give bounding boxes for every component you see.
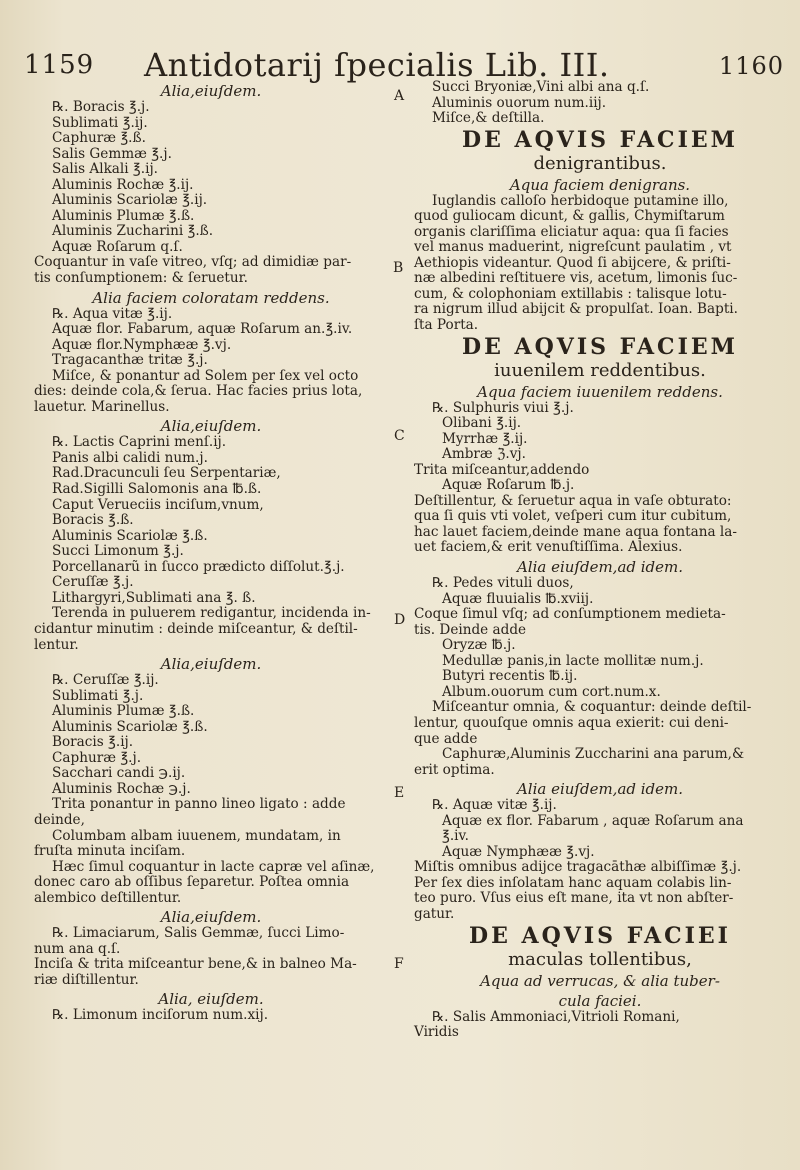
ingredient-line: Ceruſſæ ℥.j. — [52, 574, 134, 591]
section-heading: DE AQVIS FACIEM — [462, 126, 738, 153]
recipe-heading: Alia, eiuſdem. — [158, 990, 264, 1009]
ingredient-line: Salis Alkali ℥.ij. — [52, 161, 158, 178]
left-column — [34, 80, 388, 1024]
ingredient-line: Aluminis Scariolæ ℥.ß. — [52, 718, 208, 735]
section-marker: E — [394, 785, 405, 801]
ingredient-line: Medullæ panis,in lacte mollitæ num.j. — [442, 652, 704, 669]
ingredient-line: Oryzæ ℔.j. — [442, 637, 516, 654]
body-line: lentur. — [34, 636, 79, 653]
body-line: tis conſumptionem: & ſeruetur. — [34, 270, 248, 287]
ingredient-line: Butyri recentis ℔.ij. — [442, 668, 578, 685]
ingredient-line: ℞. Sulphuris viui ℥.j. — [432, 399, 574, 416]
body-line: cidantur minutim : deinde miſceantur, & deſtil- — [34, 620, 358, 637]
body-line: erit optima. — [414, 761, 495, 778]
ingredient-line: ℞. Limonum inciſorum num.xij. — [52, 1007, 269, 1024]
ingredient-line: Miſceantur omnia, & coquantur: deinde deſtil- — [432, 699, 752, 716]
body-line: alembico deſtillentur. — [34, 889, 182, 906]
ingredient-line: Terenda in puluerem redigantur, incidenda in- — [52, 605, 371, 622]
recipe-heading: Aqua faciem denigrans. — [509, 175, 691, 194]
ingredient-line: Sublimati ℥.ij. — [52, 114, 148, 131]
ingredient-line: Caput Verueciis inciſum,vnum, — [52, 496, 264, 513]
ingredient-line: Rad.Dracunculi ſeu Serpentariæ, — [52, 465, 281, 482]
ingredient-line: Miſce,& deſtilla. — [432, 110, 545, 127]
ingredient-line: ℞. Salis Ammoniaci,Vitrioli Romani, — [432, 1008, 680, 1025]
ingredient-line: ℞. Lactis Caprini menſ.ij. — [52, 434, 227, 451]
body-line: ra nigrum illud abijcit & propulſat. Ioan. Bapti. — [414, 301, 738, 318]
ingredient-line: ℥.iv. — [442, 828, 469, 845]
body-line: uet faciem,& erit venuſtiſſima. Alexius. — [414, 539, 683, 556]
section-marker: B — [393, 260, 404, 276]
ingredient-line: Olibani ℥.ij. — [442, 415, 522, 432]
ingredient-line: Aquæ Nymphææ ℥.vj. — [442, 843, 595, 860]
ingredient-line: Succi Limonum ℥.j. — [52, 543, 184, 560]
section-marker: F — [394, 956, 404, 972]
ingredient-line: Aquæ ex flor. Fabarum , aquæ Roſarum ana — [442, 812, 744, 829]
ingredient-line: Miſce, & ponantur ad Solem per ſex vel octo — [52, 367, 359, 384]
body-line: teo puro. Vſus eius eſt mane, ita vt non abſter- — [414, 890, 734, 907]
ingredient-line: Aquæ Roſarum ℔.j. — [442, 477, 575, 494]
ingredient-line: Succi Bryoniæ,Vini albi ana q.ſ. — [432, 79, 650, 95]
body-line: hac lauet faciem,deinde mane aqua fontana la- — [414, 523, 737, 540]
body-line: lentur, quouſque omnis aqua exierit: cui deni- — [414, 714, 729, 731]
ingredient-line: Rad.Sigilli Salomonis ana ℔.ß. — [52, 481, 262, 498]
body-line: deinde, — [34, 811, 85, 828]
ingredient-line: Porcellanarũ in ſucco prædicto diſſolut.℥.j. — [52, 558, 345, 575]
ingredient-line: Salis Gemmæ ℥.j. — [52, 145, 172, 162]
recipe-heading: Alia,eiuſdem. — [160, 655, 262, 674]
ingredient-line: Album.ouorum cum cort.num.x. — [442, 683, 661, 700]
section-marker: A — [394, 88, 405, 104]
section-subheading: iuuenilem reddentibus. — [494, 359, 706, 381]
body-line: Aethiopis videantur. Quod ſi abijcere, & priſti- — [414, 254, 731, 271]
body-line: cum, & colophoniam extillabis : talisque lotu- — [414, 285, 727, 302]
right-column — [414, 80, 786, 1041]
ingredient-line: Aquæ fluuialis ℔.xviij. — [442, 590, 594, 607]
ingredient-line: Boracis ℥.ij. — [52, 734, 134, 751]
body-line: riæ diſtillentur. — [34, 971, 139, 988]
section-heading: DE AQVIS FACIEM — [462, 333, 738, 360]
recipe-heading: Alia,eiuſdem. — [160, 82, 262, 100]
ingredient-line: Hæc ſimul coquantur in lacte capræ vel aſinæ, — [52, 858, 375, 875]
body-line: lauetur. Marinellus. — [34, 398, 170, 415]
body-line: gatur. — [414, 905, 455, 922]
body-line: Per ſex dies inſolatam hanc aquam colabis lin- — [414, 874, 732, 891]
ingredient-line: Ambræ ℨ.vj. — [442, 446, 526, 463]
ingredient-line: ℞. Aquæ vitæ ℥.ij. — [432, 797, 557, 814]
ingredient-line: Aluminis Plumæ ℥.ß. — [52, 703, 195, 720]
section-subheading: maculas tollentibus, — [508, 948, 692, 970]
ingredient-line: Boracis ℥.ß. — [52, 512, 134, 529]
ingredient-line: ℞. Aqua vitæ ℥.ij. — [52, 305, 173, 322]
body-line: Inciſa & trita miſceantur bene,& in balneo Ma- — [34, 956, 357, 973]
body-line: Miſtis omnibus adijce tragacāthæ albiſſimæ ℥.j. — [414, 859, 742, 876]
recipe-heading: Alia eiuſdem,ad idem. — [516, 780, 684, 799]
page-number-right: 1160 — [718, 52, 784, 80]
body-line: organis clariſſima eliciatur aqua: qua ſi facies — [414, 223, 729, 240]
ingredient-line: ℞. Pedes vituli duos, — [432, 575, 574, 592]
ingredient-line: Aquæ Roſarum q.ſ. — [52, 238, 183, 255]
ingredient-line: Trita ponantur in panno lineo ligato : adde — [52, 796, 346, 813]
page-number-left: 1159 — [24, 50, 95, 80]
ingredient-line: Tragacanthæ tritæ ℥.j. — [52, 352, 208, 369]
section-subheading: denigrantibus. — [533, 152, 667, 174]
recipe-heading: Alia,eiuſdem. — [160, 417, 262, 436]
ingredient-line: Lithargyri,Sublimati ana ℥. ß. — [52, 589, 256, 606]
ingredient-line: Myrrhæ ℥.ij. — [442, 430, 528, 447]
recipe-heading: Alia,eiuſdem. — [160, 908, 262, 927]
body-line: dies: deinde cola,& ſerua. Hac facies prius lota, — [34, 383, 363, 400]
body-line: num ana q.ſ. — [34, 940, 121, 957]
ingredient-line: ℞. Boracis ℥.j. — [52, 99, 150, 115]
recipe-heading: Alia faciem coloratam reddens. — [92, 288, 330, 307]
ingredient-line: ℞. Ceruſſæ ℥.ij. — [52, 672, 159, 689]
ingredient-line: Caphuræ,Aluminis Zuccharini ana parum,& — [442, 746, 745, 763]
ingredient-line: Sacchari candi ℈.ij. — [52, 765, 186, 782]
ingredient-line: Aluminis Plumæ ℥.ß. — [52, 207, 195, 224]
recipe-heading: Alia eiuſdem,ad idem. — [516, 558, 684, 577]
body-line: qua ſi quis vti volet, veſperi cum itur cubitum, — [414, 508, 732, 525]
body-line: donec caro ab oſſibus ſeparetur. Poſtea omnia — [34, 874, 350, 891]
ingredient-line: Aluminis Rochæ ℥.ij. — [52, 176, 194, 193]
recipe-heading: cula faciei. — [558, 991, 642, 1010]
ingredient-line: Aquæ flor. Fabarum, aquæ Roſarum an.℥.iv. — [52, 321, 353, 338]
ingredient-line: Caphuræ ℥.j. — [52, 749, 142, 766]
section-marker: C — [394, 428, 405, 444]
running-title: Antidotarij ſpecialis Lib. III. — [144, 46, 610, 84]
ingredient-line: ℞. Limaciarum, Salis Gemmæ, ſucci Limo- — [52, 925, 345, 942]
body-line: Coquantur in vaſe vitreo, vſq; ad dimidiæ par- — [34, 254, 352, 271]
body-line: Trita miſceantur,addendo — [414, 461, 590, 478]
body-line: quod guliocam dicunt, & gallis, Chymiſtarum — [414, 208, 725, 225]
body-line: tis. Deinde adde — [414, 621, 527, 638]
body-line: Deſtillentur, & ſeruetur aqua in vaſe obturato: — [414, 492, 732, 509]
section-marker: D — [394, 612, 406, 628]
ingredient-line: Columbam albam iuuenem, mundatam, in — [52, 827, 341, 844]
body-line: Viridis — [414, 1024, 459, 1041]
ingredient-line: Aluminis Zucharini ℥.ß. — [52, 223, 214, 240]
body-line: Coque ſimul vſq; ad conſumptionem medieta- — [414, 606, 726, 623]
body-line: ſta Porta. — [414, 317, 479, 334]
ingredient-line: Aluminis Scariolæ ℥.ß. — [52, 527, 208, 544]
ingredient-line: Aluminis ouorum num.iij. — [432, 94, 607, 111]
recipe-heading: Aqua faciem iuuenilem reddens. — [477, 382, 723, 401]
recipe-heading: Aqua ad verrucas, & alia tuber- — [480, 971, 720, 990]
ingredient-line: Aluminis Scariolæ ℥.ij. — [52, 192, 208, 209]
ingredient-line: Iuglandis calloſo herbidoque putamine illo, — [432, 192, 729, 209]
ingredient-line: Panis albi calidi num.j. — [52, 449, 208, 466]
ingredient-line: Aquæ flor.Nymphææ ℥.vj. — [52, 336, 232, 353]
page-header — [24, 44, 784, 84]
body-line: fruſta minuta inciſam. — [34, 843, 186, 860]
ingredient-line: Caphuræ ℥.ß. — [52, 130, 146, 147]
section-heading: DE AQVIS FACIEI — [469, 922, 731, 949]
body-line: que adde — [414, 730, 478, 747]
body-line: vel manus maduerint, nigreſcunt paulatim , vt — [414, 239, 732, 256]
body-line: næ albedini reſtituere vis, acetum, limonis ſuc- — [414, 270, 738, 287]
ingredient-line: Sublimati ℥.j. — [52, 687, 144, 704]
ingredient-line: Aluminis Rochæ ℈.j. — [52, 780, 191, 797]
